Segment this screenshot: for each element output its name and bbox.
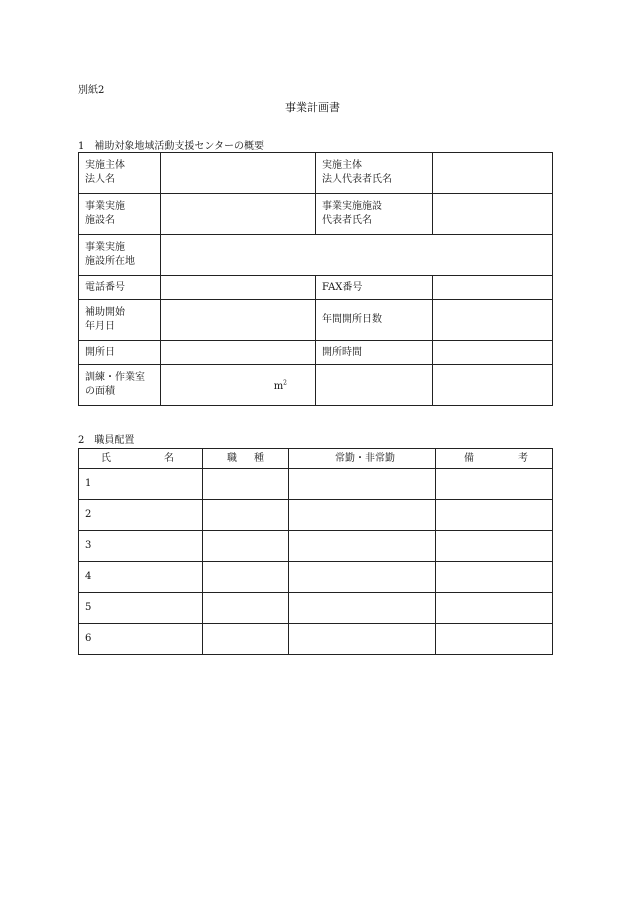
area-unit-base: m: [273, 380, 284, 392]
role-cell[interactable]: [203, 624, 289, 655]
note-cell[interactable]: [436, 531, 553, 562]
overview-row-open: [79, 341, 553, 365]
area-unit-sup: 2: [283, 379, 287, 387]
note-cell[interactable]: [436, 593, 553, 624]
area-unit: [274, 381, 287, 392]
table-row: [79, 593, 553, 624]
staff-header-row: [79, 449, 553, 469]
open-days-value-cell[interactable]: [161, 341, 316, 365]
open-days-label: 開所日: [79, 341, 161, 365]
row-number[interactable]: 3: [79, 531, 203, 562]
document-title: 事業計画書: [285, 101, 340, 114]
area-label: [79, 365, 161, 406]
representative-value-cell[interactable]: [433, 153, 553, 194]
fax-value-cell[interactable]: [433, 276, 553, 300]
note-cell[interactable]: [436, 469, 553, 500]
type-cell[interactable]: [289, 562, 436, 593]
row-number[interactable]: 4: [79, 562, 203, 593]
overview-row-start: [79, 300, 553, 341]
overview-row-facility: [79, 194, 553, 235]
area-extra-cell-2[interactable]: [433, 365, 553, 406]
header-name-b: 名: [164, 452, 174, 464]
header-note-a: 備: [464, 452, 474, 464]
table-row: [79, 624, 553, 655]
role-cell[interactable]: [203, 469, 289, 500]
role-cell[interactable]: [203, 593, 289, 624]
row-number[interactable]: 6: [79, 624, 203, 655]
area-extra-cell-1[interactable]: [316, 365, 433, 406]
overview-row-operator: [79, 153, 553, 194]
address-label: [79, 235, 161, 276]
address-value-cell[interactable]: [161, 235, 553, 276]
phone-value-cell[interactable]: [161, 276, 316, 300]
header-name-a: 氏: [101, 452, 111, 464]
operator-label: [79, 153, 161, 194]
type-cell[interactable]: [289, 500, 436, 531]
type-cell[interactable]: [289, 624, 436, 655]
header-note: [436, 449, 553, 469]
table-row: [79, 500, 553, 531]
staff-table: [78, 448, 553, 655]
note-cell[interactable]: [436, 624, 553, 655]
row-number[interactable]: 5: [79, 593, 203, 624]
facility-rep-value-cell[interactable]: [433, 194, 553, 235]
phone-label: 電話番号: [79, 276, 161, 300]
note-cell[interactable]: [436, 500, 553, 531]
table-row: [79, 531, 553, 562]
overview-row-area: [79, 365, 553, 406]
header-type: 常勤・非常勤: [289, 449, 436, 469]
type-cell[interactable]: [289, 469, 436, 500]
section2-heading: 2 職員配置: [78, 435, 135, 446]
facility-rep-label-line2: 代表者氏名: [322, 215, 372, 226]
address-label-line2: 施設所在地: [85, 256, 135, 267]
role-cell[interactable]: [203, 562, 289, 593]
start-label-line1: 補助開始: [85, 307, 125, 318]
header-name: [79, 449, 203, 469]
fax-label: FAX番号: [316, 276, 433, 300]
operator-label-line1: 実施主体: [85, 160, 125, 171]
facility-label-line2: 施設名: [85, 215, 115, 226]
open-hours-value-cell[interactable]: [433, 341, 553, 365]
overview-row-phone: [79, 276, 553, 300]
operator-value-cell[interactable]: [161, 153, 316, 194]
header-role-b: 種: [254, 452, 264, 464]
appendix-label: 別紙2: [78, 85, 105, 96]
note-cell[interactable]: [436, 562, 553, 593]
row-number[interactable]: 1: [79, 469, 203, 500]
header-role: [203, 449, 289, 469]
start-value-cell[interactable]: [161, 300, 316, 341]
header-role-a: 職: [227, 452, 237, 464]
start-label-line2: 年月日: [85, 321, 115, 332]
operator-label-line2: 法人名: [85, 174, 115, 185]
section1-heading: 1 補助対象地域活動支援センターの概要: [78, 141, 264, 152]
overview-table: [78, 152, 553, 406]
area-value-cell[interactable]: [161, 365, 316, 406]
address-label-line1: 事業実施: [85, 242, 125, 253]
facility-rep-label: [316, 194, 433, 235]
annual-days-label: 年間開所日数: [316, 300, 433, 341]
annual-days-value-cell[interactable]: [433, 300, 553, 341]
row-number[interactable]: 2: [79, 500, 203, 531]
header-note-b: 考: [518, 452, 528, 464]
facility-label-line1: 事業実施: [85, 201, 125, 212]
facility-value-cell[interactable]: [161, 194, 316, 235]
representative-label-line1: 実施主体: [322, 160, 362, 171]
type-cell[interactable]: [289, 531, 436, 562]
role-cell[interactable]: [203, 531, 289, 562]
representative-label-line2: 法人代表者氏名: [322, 174, 392, 185]
facility-label: [79, 194, 161, 235]
role-cell[interactable]: [203, 500, 289, 531]
start-label: [79, 300, 161, 341]
table-row: [79, 469, 553, 500]
area-label-line1: 訓練・作業室: [85, 372, 145, 383]
open-hours-label: 開所時間: [316, 341, 433, 365]
representative-label: [316, 153, 433, 194]
table-row: [79, 562, 553, 593]
overview-row-address: [79, 235, 553, 276]
facility-rep-label-line1: 事業実施施設: [322, 201, 382, 212]
type-cell[interactable]: [289, 593, 436, 624]
area-label-line2: の面積: [85, 386, 115, 397]
